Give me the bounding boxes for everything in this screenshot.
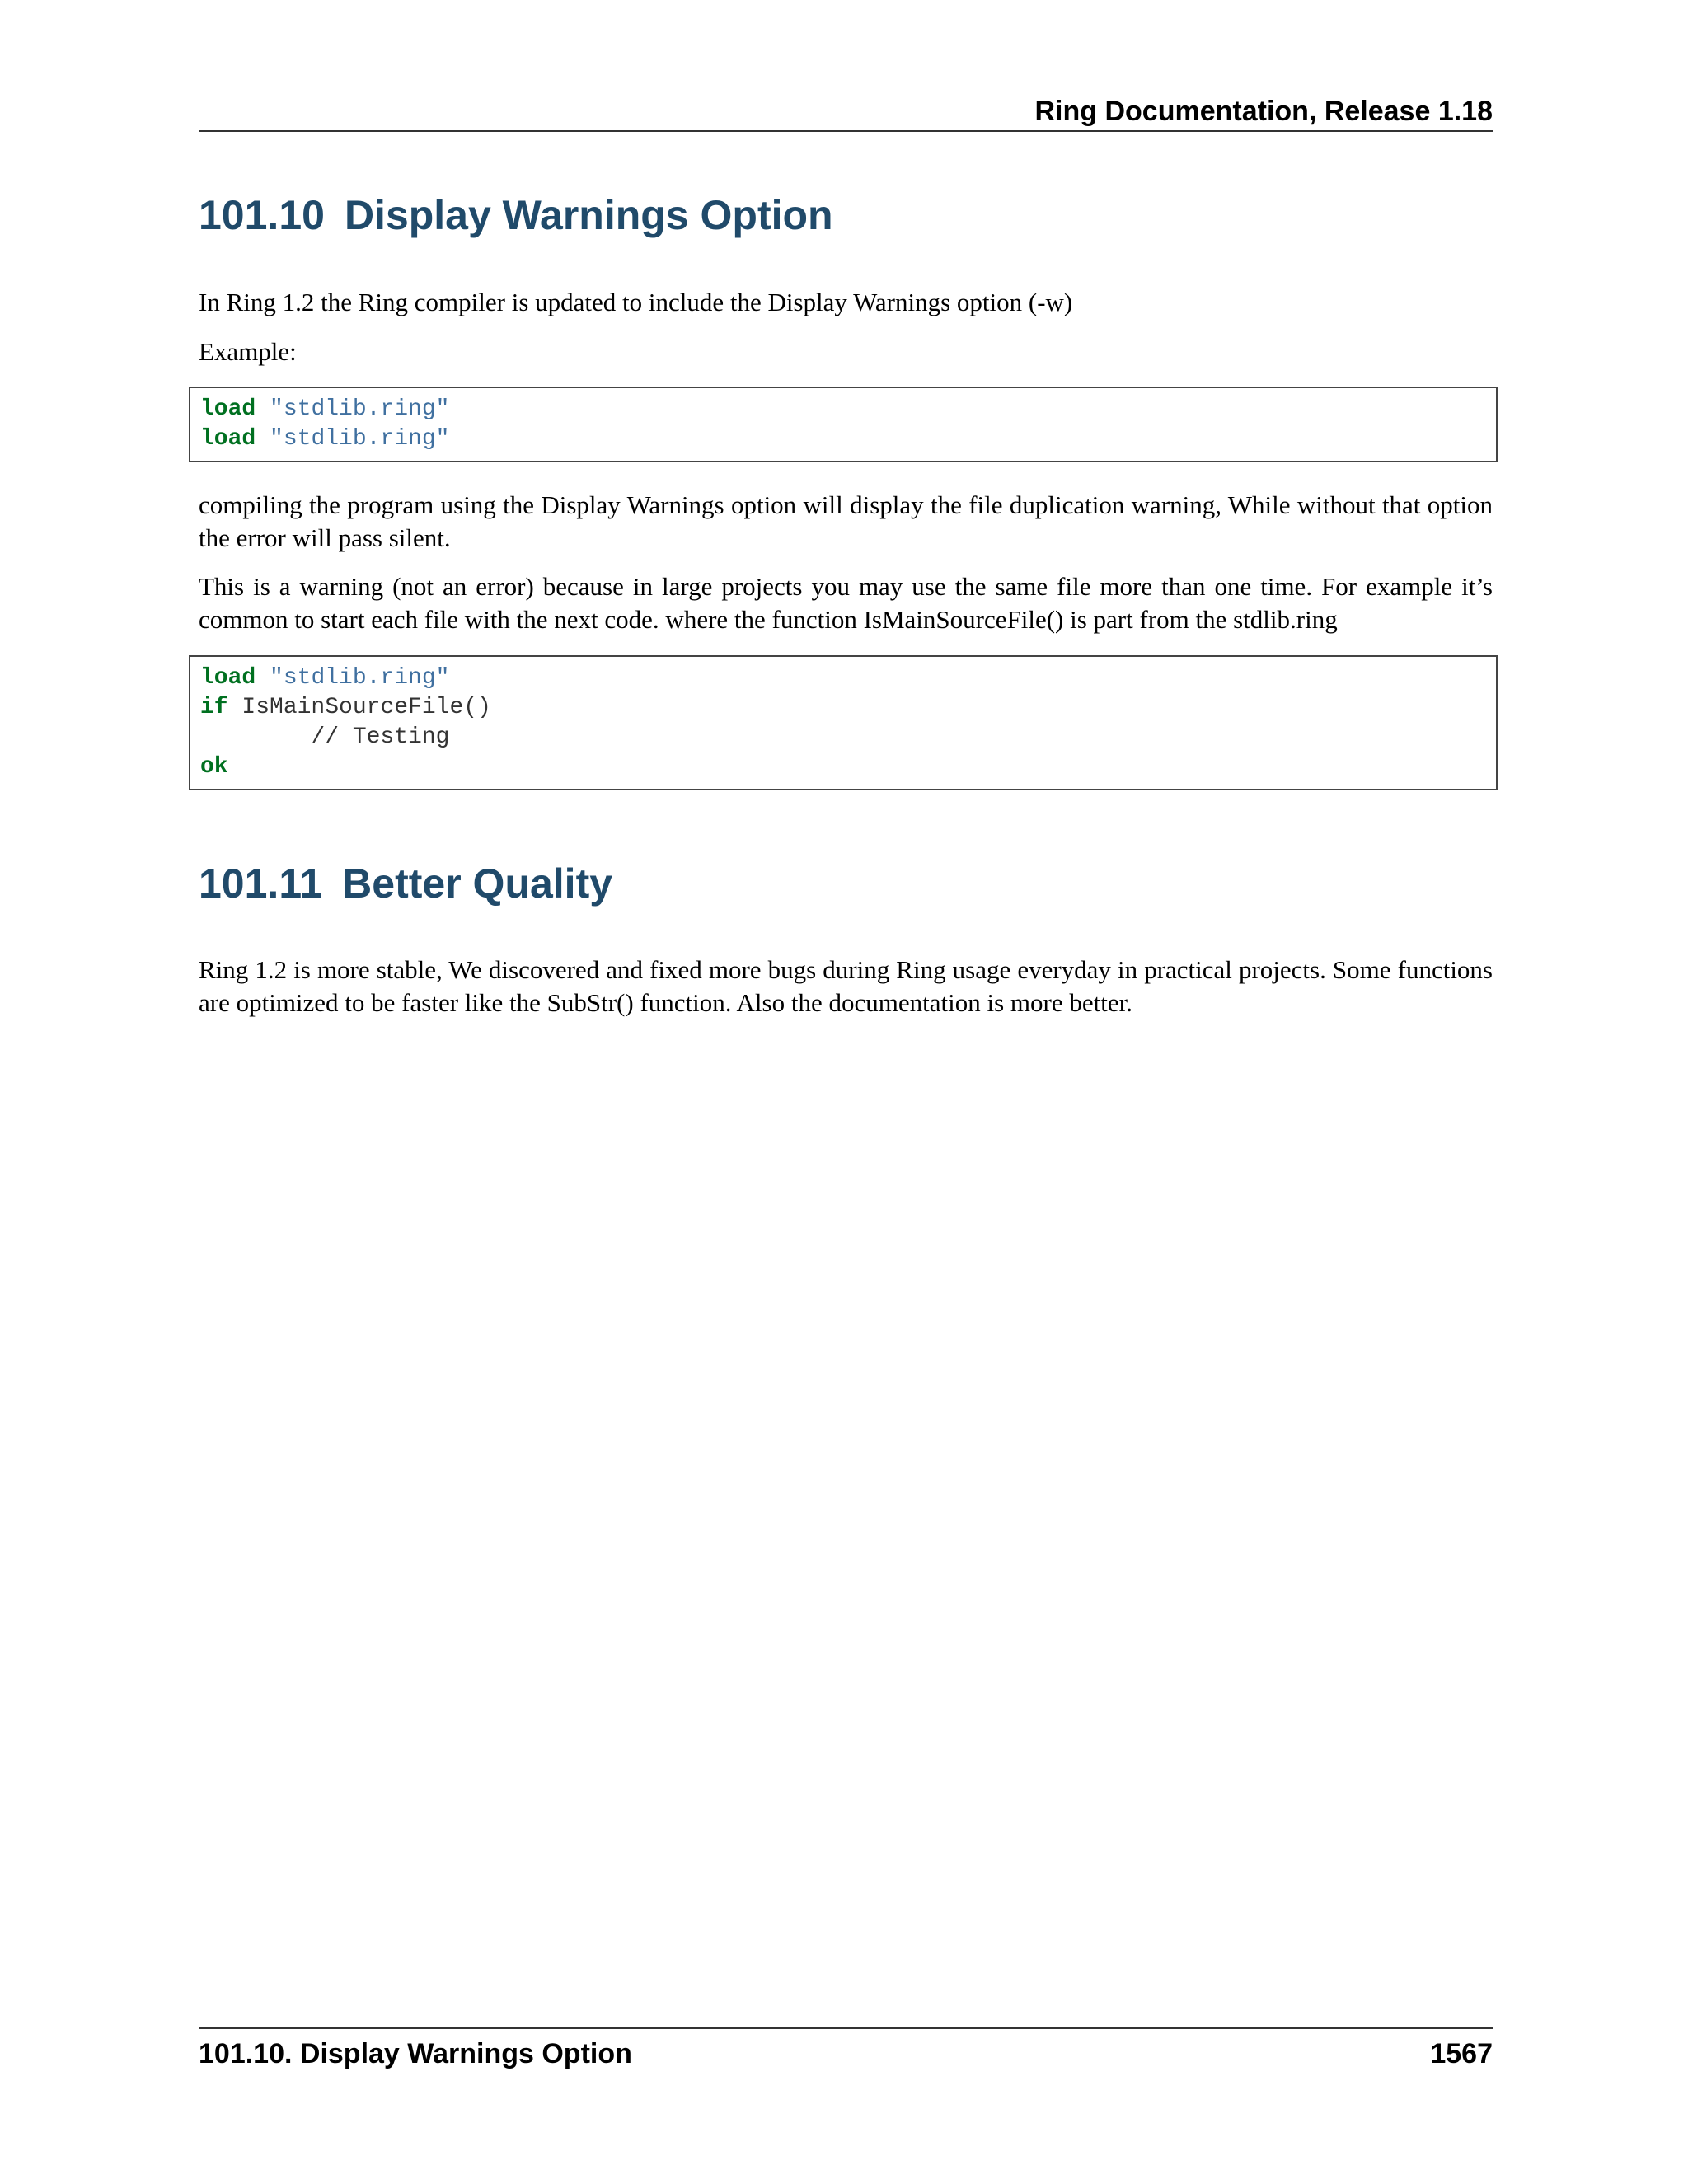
section-title: Better Quality — [342, 860, 613, 907]
footer-section: 101.10. Display Warnings Option — [199, 2038, 632, 2069]
code-call: IsMainSourceFile() — [241, 695, 491, 720]
section-title: Display Warnings Option — [344, 192, 833, 238]
code-block-mainsource — [189, 655, 1498, 790]
code-string: "stdlib.ring" — [270, 396, 450, 422]
code-keyword: load — [200, 426, 256, 452]
code-keyword: load — [200, 396, 256, 422]
code-comment: // Testing — [311, 724, 450, 750]
code-string: "stdlib.ring" — [270, 426, 450, 452]
section-number: 101.11 — [199, 860, 323, 907]
paragraph-better-quality: Ring 1.2 is more stable, We discovered and fixed more bugs during Ring usage everyday in practical projects. Some functions are optimized to be faster like the SubStr() function. Also the documentation is more better. — [199, 955, 1493, 1017]
section-heading-display-warnings — [199, 191, 833, 239]
paragraph-warning-explanation: This is a warning (not an error) because in large projects you may use the same file more than one time. For example it’s common to start each file with the next code. where the function IsMainSourceFile() is part from the stdlib.ring — [199, 572, 1493, 634]
code-keyword: load — [200, 665, 256, 691]
running-header — [199, 92, 1493, 132]
paragraph-compiling: compiling the program using the Display Warnings option will display the file duplication warning, While without that option the error will pass silent. — [199, 490, 1493, 552]
code-string: "stdlib.ring" — [270, 665, 450, 691]
header-title: Ring Documentation, Release 1.18 — [1034, 96, 1493, 127]
section-heading-better-quality — [199, 860, 612, 907]
code-keyword: ok — [200, 754, 228, 780]
section-number: 101.10 — [199, 192, 325, 238]
code-keyword: if — [200, 695, 228, 720]
running-footer — [199, 2027, 1493, 2070]
paragraph-example-label: Example: — [199, 337, 297, 366]
paragraph-intro: In Ring 1.2 the Ring compiler is updated to include the Display Warnings option (-w) — [199, 288, 1073, 316]
code-block-example — [189, 387, 1498, 462]
page-number: 1567 — [1430, 2038, 1493, 2069]
